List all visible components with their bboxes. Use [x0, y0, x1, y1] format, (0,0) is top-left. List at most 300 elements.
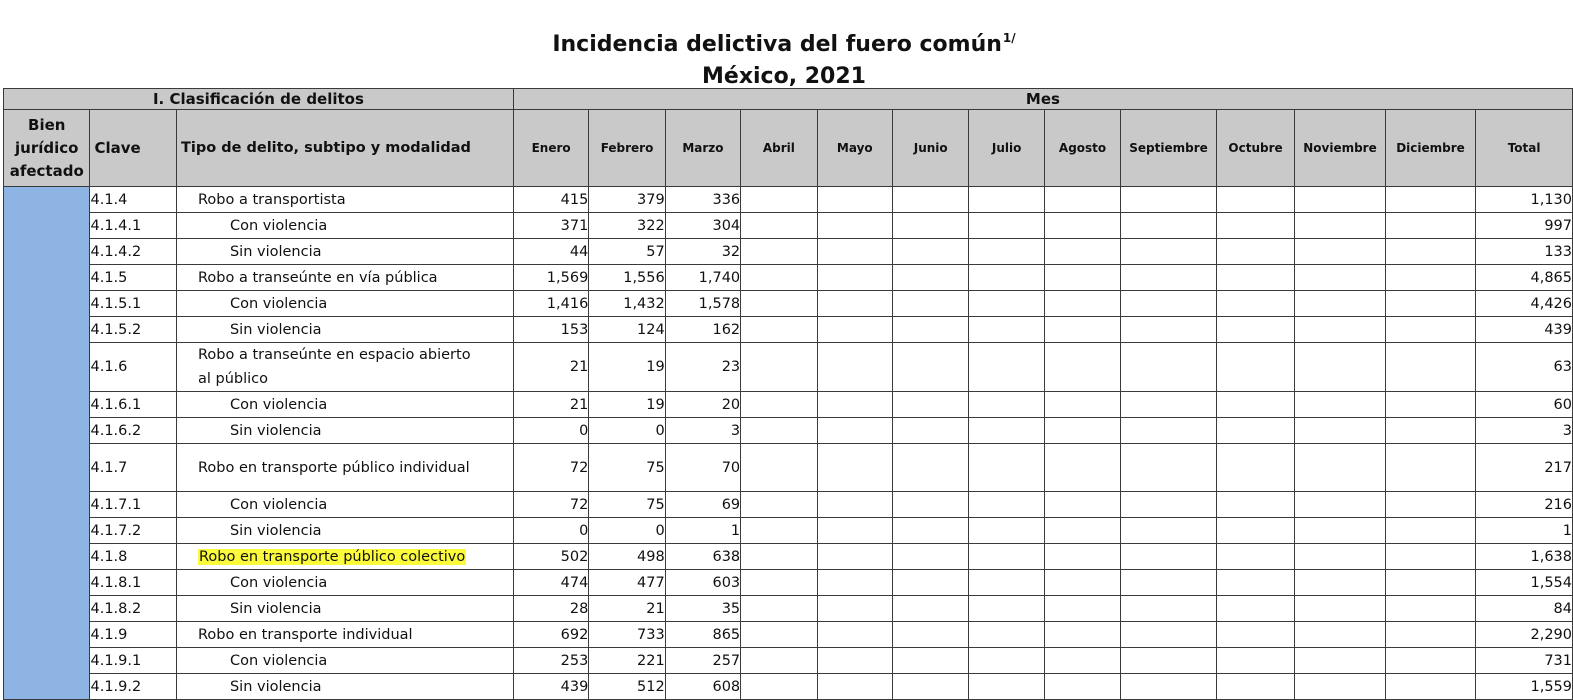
clave-cell: 4.1.6.1: [90, 392, 176, 418]
empty-month-cell: [817, 343, 892, 392]
empty-month-cell: [1121, 492, 1217, 518]
tipo-label: Con violencia: [229, 496, 328, 513]
empty-month-cell: [1121, 291, 1217, 317]
table-row: [4, 317, 1573, 343]
total-value-cell: 1,638: [1476, 544, 1573, 570]
empty-month-cell: [741, 596, 817, 622]
empty-month-cell: [893, 392, 969, 418]
empty-month-cell: [1121, 544, 1217, 570]
total-value-cell: 1,130: [1476, 187, 1573, 213]
bien-juridico-header: [4, 110, 90, 187]
empty-month-cell: [969, 317, 1044, 343]
empty-month-cell: [741, 213, 817, 239]
month-header-marzo: Marzo: [665, 110, 740, 187]
title-line-2: México, 2021: [702, 64, 866, 89]
empty-month-cell: [969, 392, 1044, 418]
marzo-value-cell: 257: [665, 648, 740, 674]
marzo-value-cell: 162: [665, 317, 740, 343]
total-value-cell: 60: [1476, 392, 1573, 418]
clave-cell: 4.1.5: [90, 265, 176, 291]
empty-month-cell: [1385, 343, 1476, 392]
empty-month-cell: [1044, 674, 1120, 700]
bien-header-line: Bien: [28, 115, 66, 134]
empty-month-cell: [893, 444, 969, 492]
total-value-cell: 3: [1476, 418, 1573, 444]
tipo-label: Con violencia: [229, 396, 328, 413]
enero-value-cell: 253: [513, 648, 588, 674]
empty-month-cell: [1044, 291, 1120, 317]
empty-month-cell: [1295, 570, 1386, 596]
empty-month-cell: [1295, 444, 1386, 492]
clave-cell: 4.1.4: [90, 187, 176, 213]
empty-month-cell: [741, 392, 817, 418]
enero-value-cell: 1,569: [513, 265, 588, 291]
clave-cell: 4.1.7: [90, 444, 176, 492]
enero-value-cell: 21: [513, 343, 588, 392]
empty-month-cell: [1121, 317, 1217, 343]
marzo-value-cell: 70: [665, 444, 740, 492]
marzo-value-cell: 32: [665, 239, 740, 265]
total-value-cell: 4,426: [1476, 291, 1573, 317]
tipo-cell: [176, 291, 513, 317]
empty-month-cell: [1216, 544, 1294, 570]
table-row: [4, 213, 1573, 239]
empty-month-cell: [1385, 265, 1476, 291]
clave-cell: 4.1.6.2: [90, 418, 176, 444]
clave-cell: 4.1.7.1: [90, 492, 176, 518]
febrero-value-cell: 0: [589, 518, 665, 544]
table-row: [4, 187, 1573, 213]
empty-month-cell: [741, 648, 817, 674]
empty-month-cell: [1216, 518, 1294, 544]
empty-month-cell: [1295, 418, 1386, 444]
marzo-value-cell: 865: [665, 622, 740, 648]
title-line-1: [0, 22, 1568, 61]
febrero-value-cell: 322: [589, 213, 665, 239]
table-row: [4, 265, 1573, 291]
table-row: [4, 492, 1573, 518]
table-row: [4, 596, 1573, 622]
febrero-value-cell: 512: [589, 674, 665, 700]
tipo-label: Robo a transportista: [197, 191, 346, 208]
enero-value-cell: 0: [513, 418, 588, 444]
marzo-value-cell: 336: [665, 187, 740, 213]
empty-month-cell: [741, 444, 817, 492]
febrero-value-cell: 1,432: [589, 291, 665, 317]
empty-month-cell: [817, 317, 892, 343]
empty-month-cell: [1385, 596, 1476, 622]
empty-month-cell: [1044, 444, 1120, 492]
clave-cell: 4.1.8.2: [90, 596, 176, 622]
total-value-cell: 1: [1476, 518, 1573, 544]
febrero-value-cell: 477: [589, 570, 665, 596]
marzo-value-cell: 304: [665, 213, 740, 239]
empty-month-cell: [1044, 544, 1120, 570]
empty-month-cell: [969, 265, 1044, 291]
empty-month-cell: [1295, 265, 1386, 291]
table-row: [4, 622, 1573, 648]
total-value-cell: 2,290: [1476, 622, 1573, 648]
empty-month-cell: [741, 418, 817, 444]
tipo-cell: [176, 213, 513, 239]
empty-month-cell: [1121, 518, 1217, 544]
empty-month-cell: [893, 674, 969, 700]
table-row: [4, 648, 1573, 674]
empty-month-cell: [1216, 392, 1294, 418]
empty-month-cell: [893, 187, 969, 213]
empty-month-cell: [741, 239, 817, 265]
table-row: [4, 392, 1573, 418]
total-value-cell: 133: [1476, 239, 1573, 265]
empty-month-cell: [1385, 570, 1476, 596]
tipo-cell: [176, 187, 513, 213]
marzo-value-cell: 1,740: [665, 265, 740, 291]
table-row: [4, 444, 1573, 492]
tipo-cell: [176, 317, 513, 343]
empty-month-cell: [1295, 648, 1386, 674]
empty-month-cell: [1216, 343, 1294, 392]
marzo-value-cell: 69: [665, 492, 740, 518]
empty-month-cell: [1216, 596, 1294, 622]
empty-month-cell: [1121, 674, 1217, 700]
marzo-value-cell: 3: [665, 418, 740, 444]
empty-month-cell: [817, 492, 892, 518]
empty-month-cell: [1121, 596, 1217, 622]
febrero-value-cell: 57: [589, 239, 665, 265]
empty-month-cell: [893, 518, 969, 544]
empty-month-cell: [1295, 317, 1386, 343]
enero-value-cell: 21: [513, 392, 588, 418]
febrero-value-cell: 498: [589, 544, 665, 570]
enero-value-cell: 153: [513, 317, 588, 343]
total-value-cell: 997: [1476, 213, 1573, 239]
table-row: [4, 518, 1573, 544]
empty-month-cell: [741, 343, 817, 392]
empty-month-cell: [969, 418, 1044, 444]
empty-month-cell: [969, 518, 1044, 544]
empty-month-cell: [741, 492, 817, 518]
clave-header: Clave: [90, 110, 176, 187]
tipo-cell: [176, 518, 513, 544]
empty-month-cell: [817, 518, 892, 544]
table-row: [4, 291, 1573, 317]
empty-month-cell: [1385, 674, 1476, 700]
tipo-label: Robo a transeúnte en vía pública: [197, 269, 438, 286]
empty-month-cell: [817, 291, 892, 317]
empty-month-cell: [1044, 187, 1120, 213]
total-value-cell: 4,865: [1476, 265, 1573, 291]
empty-month-cell: [817, 544, 892, 570]
empty-month-cell: [893, 492, 969, 518]
empty-month-cell: [1044, 648, 1120, 674]
marzo-value-cell: 608: [665, 674, 740, 700]
empty-month-cell: [817, 674, 892, 700]
empty-month-cell: [1044, 317, 1120, 343]
empty-month-cell: [1385, 291, 1476, 317]
empty-month-cell: [1295, 187, 1386, 213]
tipo-cell: [176, 544, 513, 570]
empty-month-cell: [1121, 213, 1217, 239]
empty-month-cell: [1044, 622, 1120, 648]
total-value-cell: 1,559: [1476, 674, 1573, 700]
enero-value-cell: 692: [513, 622, 588, 648]
tipo-label: Sin violencia: [229, 522, 322, 539]
empty-month-cell: [741, 291, 817, 317]
empty-month-cell: [969, 674, 1044, 700]
month-header-septiembre: Septiembre: [1121, 110, 1217, 187]
empty-month-cell: [893, 570, 969, 596]
empty-month-cell: [1044, 418, 1120, 444]
total-value-cell: 217: [1476, 444, 1573, 492]
table-row: [4, 544, 1573, 570]
enero-value-cell: 439: [513, 674, 588, 700]
empty-month-cell: [893, 418, 969, 444]
month-group-header: Mes: [513, 89, 1572, 110]
tipo-label: Con violencia: [229, 217, 328, 234]
marzo-value-cell: 1,578: [665, 291, 740, 317]
empty-month-cell: [741, 317, 817, 343]
empty-month-cell: [817, 570, 892, 596]
tipo-label: Sin violencia: [229, 243, 322, 260]
empty-month-cell: [969, 596, 1044, 622]
total-value-cell: 439: [1476, 317, 1573, 343]
empty-month-cell: [1216, 444, 1294, 492]
empty-month-cell: [1216, 187, 1294, 213]
empty-month-cell: [1044, 518, 1120, 544]
marzo-value-cell: 20: [665, 392, 740, 418]
month-header-total: Total: [1476, 110, 1573, 187]
empty-month-cell: [1385, 317, 1476, 343]
empty-month-cell: [969, 239, 1044, 265]
empty-month-cell: [1295, 492, 1386, 518]
clave-cell: 4.1.5.2: [90, 317, 176, 343]
total-value-cell: 731: [1476, 648, 1573, 674]
clave-cell: 4.1.9.2: [90, 674, 176, 700]
month-header-julio: Julio: [969, 110, 1044, 187]
clave-cell: 4.1.9.1: [90, 648, 176, 674]
enero-value-cell: 28: [513, 596, 588, 622]
table-row: [4, 674, 1573, 700]
empty-month-cell: [1216, 291, 1294, 317]
empty-month-cell: [1121, 392, 1217, 418]
marzo-value-cell: 638: [665, 544, 740, 570]
tipo-cell: [176, 392, 513, 418]
febrero-value-cell: 19: [589, 392, 665, 418]
highlighted-tipo-label: Robo en transporte público colectivo: [198, 548, 466, 565]
total-value-cell: 216: [1476, 492, 1573, 518]
tipo-label: Robo en transporte público individual: [197, 459, 470, 476]
tipo-label: Con violencia: [229, 295, 328, 312]
empty-month-cell: [1295, 596, 1386, 622]
marzo-value-cell: 23: [665, 343, 740, 392]
empty-month-cell: [741, 544, 817, 570]
empty-month-cell: [1216, 492, 1294, 518]
empty-month-cell: [1385, 187, 1476, 213]
empty-month-cell: [1295, 343, 1386, 392]
empty-month-cell: [1295, 239, 1386, 265]
enero-value-cell: 0: [513, 518, 588, 544]
classification-group-header: I. Clasificación de delitos: [4, 89, 514, 110]
empty-month-cell: [969, 444, 1044, 492]
empty-month-cell: [893, 239, 969, 265]
footnote-marker: 1/: [1002, 31, 1016, 45]
empty-month-cell: [1216, 622, 1294, 648]
empty-month-cell: [893, 265, 969, 291]
tipo-label: Sin violencia: [229, 600, 322, 617]
empty-month-cell: [1044, 392, 1120, 418]
title-text: Incidencia delictiva del fuero común: [552, 32, 1002, 57]
empty-month-cell: [1216, 570, 1294, 596]
empty-month-cell: [893, 544, 969, 570]
month-header-diciembre: Diciembre: [1385, 110, 1476, 187]
tipo-cell: [176, 596, 513, 622]
month-header-agosto: Agosto: [1044, 110, 1120, 187]
empty-month-cell: [817, 622, 892, 648]
empty-month-cell: [1385, 418, 1476, 444]
tipo-line: al público: [197, 371, 268, 387]
empty-month-cell: [817, 265, 892, 291]
bien-header-line: jurídico: [15, 138, 79, 157]
empty-month-cell: [969, 622, 1044, 648]
febrero-value-cell: 379: [589, 187, 665, 213]
empty-month-cell: [1295, 518, 1386, 544]
empty-month-cell: [969, 648, 1044, 674]
empty-month-cell: [1044, 492, 1120, 518]
empty-month-cell: [1385, 622, 1476, 648]
table-row: [4, 418, 1573, 444]
empty-month-cell: [1216, 265, 1294, 291]
empty-month-cell: [817, 418, 892, 444]
empty-month-cell: [1121, 444, 1217, 492]
empty-month-cell: [1044, 213, 1120, 239]
marzo-value-cell: 35: [665, 596, 740, 622]
empty-month-cell: [969, 213, 1044, 239]
empty-month-cell: [969, 492, 1044, 518]
empty-month-cell: [1121, 343, 1217, 392]
table-row: [4, 343, 1573, 392]
tipo-label: Sin violencia: [229, 678, 322, 695]
empty-month-cell: [1044, 239, 1120, 265]
empty-month-cell: [1121, 648, 1217, 674]
enero-value-cell: 502: [513, 544, 588, 570]
month-header-octubre: Octubre: [1216, 110, 1294, 187]
febrero-value-cell: 733: [589, 622, 665, 648]
empty-month-cell: [1216, 418, 1294, 444]
empty-month-cell: [969, 544, 1044, 570]
empty-month-cell: [893, 648, 969, 674]
empty-month-cell: [893, 596, 969, 622]
febrero-value-cell: 19: [589, 343, 665, 392]
tipo-line: Robo a transeúnte en espacio abierto: [197, 347, 471, 363]
tipo-cell: [176, 265, 513, 291]
tipo-label: Con violencia: [229, 652, 328, 669]
month-header-mayo: Mayo: [817, 110, 892, 187]
empty-month-cell: [1044, 265, 1120, 291]
empty-month-cell: [1295, 622, 1386, 648]
empty-month-cell: [1121, 187, 1217, 213]
empty-month-cell: [893, 213, 969, 239]
empty-month-cell: [1216, 648, 1294, 674]
empty-month-cell: [1044, 570, 1120, 596]
febrero-value-cell: 75: [589, 492, 665, 518]
tipo-cell: [176, 343, 513, 392]
clave-cell: 4.1.6: [90, 343, 176, 392]
empty-month-cell: [893, 317, 969, 343]
empty-month-cell: [969, 187, 1044, 213]
bien-juridico-cell: [4, 187, 90, 700]
empty-month-cell: [1216, 317, 1294, 343]
tipo-cell: [176, 239, 513, 265]
empty-month-cell: [1385, 239, 1476, 265]
empty-month-cell: [1121, 239, 1217, 265]
tipo-cell: [176, 622, 513, 648]
empty-month-cell: [1385, 213, 1476, 239]
empty-month-cell: [817, 596, 892, 622]
clave-cell: 4.1.8.1: [90, 570, 176, 596]
empty-month-cell: [817, 648, 892, 674]
tipo-cell: [176, 674, 513, 700]
bien-header-line: afectado: [9, 161, 84, 180]
empty-month-cell: [893, 343, 969, 392]
month-header-enero: Enero: [513, 110, 588, 187]
clave-cell: 4.1.5.1: [90, 291, 176, 317]
empty-month-cell: [1121, 418, 1217, 444]
marzo-value-cell: 1: [665, 518, 740, 544]
tipo-cell: [176, 648, 513, 674]
enero-value-cell: 371: [513, 213, 588, 239]
total-value-cell: 84: [1476, 596, 1573, 622]
tipo-cell: [176, 492, 513, 518]
clave-cell: 4.1.4.2: [90, 239, 176, 265]
empty-month-cell: [817, 187, 892, 213]
month-header-abril: Abril: [741, 110, 817, 187]
empty-month-cell: [893, 622, 969, 648]
empty-month-cell: [1295, 544, 1386, 570]
empty-month-cell: [741, 518, 817, 544]
febrero-value-cell: 21: [589, 596, 665, 622]
empty-month-cell: [1295, 291, 1386, 317]
enero-value-cell: 1,416: [513, 291, 588, 317]
empty-month-cell: [1385, 492, 1476, 518]
empty-month-cell: [741, 265, 817, 291]
tipo-cell: [176, 418, 513, 444]
empty-month-cell: [1216, 213, 1294, 239]
clave-cell: 4.1.8: [90, 544, 176, 570]
empty-month-cell: [1044, 343, 1120, 392]
total-value-cell: 1,554: [1476, 570, 1573, 596]
febrero-value-cell: 124: [589, 317, 665, 343]
tipo-label: Robo en transporte individual: [197, 626, 413, 643]
crime-incidence-table: [3, 88, 1573, 700]
tipo-label: Con violencia: [229, 574, 328, 591]
table-row: [4, 570, 1573, 596]
empty-month-cell: [1385, 392, 1476, 418]
empty-month-cell: [817, 444, 892, 492]
empty-month-cell: [1121, 265, 1217, 291]
empty-month-cell: [741, 622, 817, 648]
total-value-cell: 63: [1476, 343, 1573, 392]
empty-month-cell: [817, 213, 892, 239]
marzo-value-cell: 603: [665, 570, 740, 596]
empty-month-cell: [817, 392, 892, 418]
empty-month-cell: [1385, 444, 1476, 492]
empty-month-cell: [1216, 239, 1294, 265]
enero-value-cell: 72: [513, 492, 588, 518]
enero-value-cell: 474: [513, 570, 588, 596]
empty-month-cell: [1216, 674, 1294, 700]
month-header-junio: Junio: [893, 110, 969, 187]
tipo-header: Tipo de delito, subtipo y modalidad: [176, 110, 513, 187]
